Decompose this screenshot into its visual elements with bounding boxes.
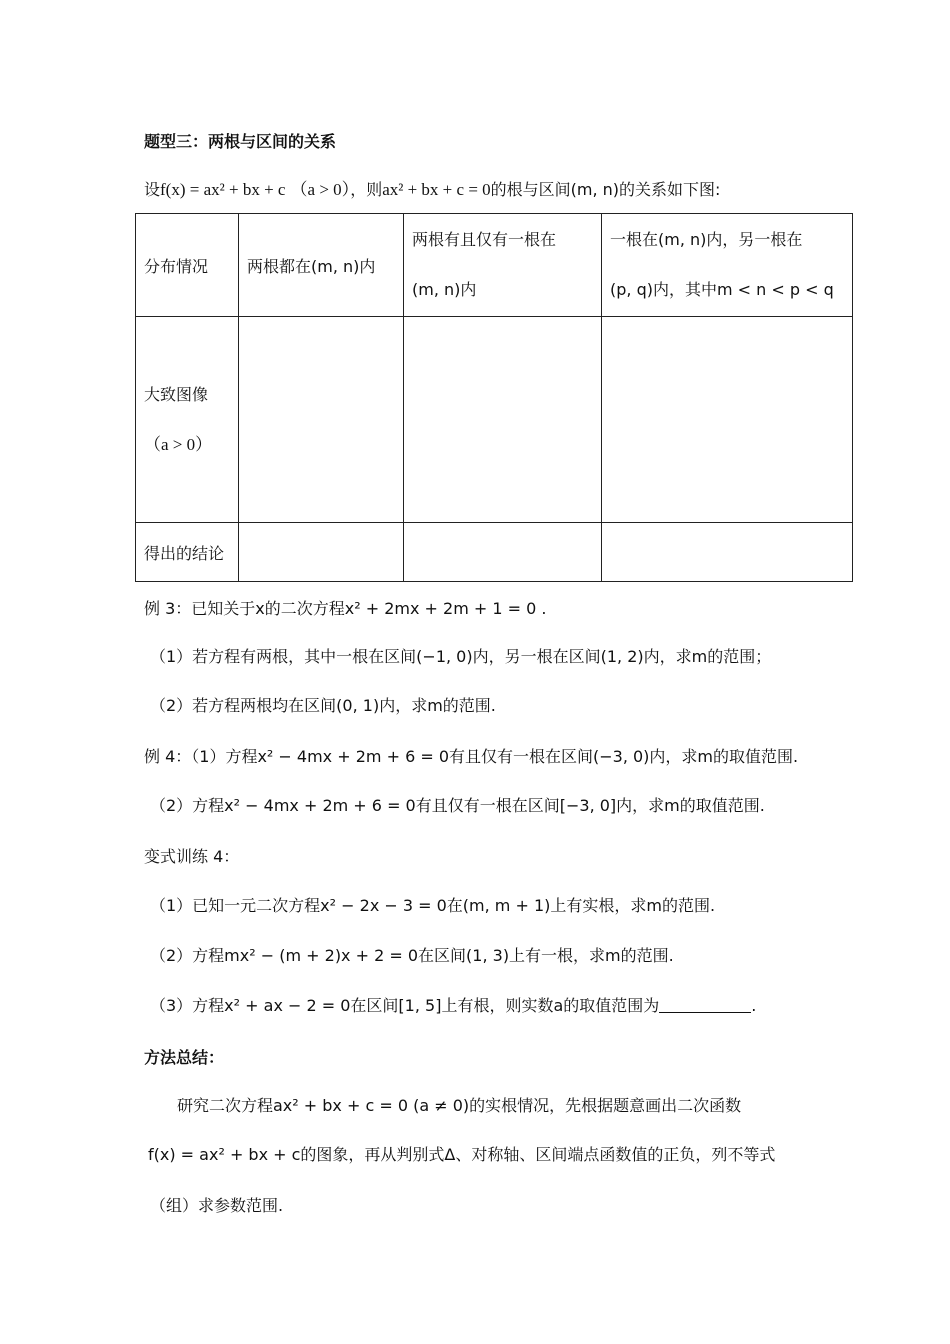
row-label-graph: 大致图像 （a > 0） — [136, 317, 239, 523]
example4-q1: 例 4：（1）方程x² − 4mx + 2m + 6 = 0有且仅有一根在区间(−3, 0)内，求m的取值范围. — [144, 747, 799, 766]
example3-title: 例 3：已知关于x的二次方程x² + 2mx + 2m + 1 = 0 . — [144, 599, 547, 618]
intro-cond: （a > 0） — [290, 180, 351, 199]
section-heading: 题型三：两根与区间的关系 — [144, 132, 337, 151]
intro-sentence — [144, 178, 720, 202]
table-conclusion-row — [136, 523, 853, 582]
table-graph-row — [136, 317, 853, 523]
practice-q3: （3）方程x² + ax − 2 = 0在区间[1, 5]上有根，则实数a的取值范围为 . — [150, 996, 757, 1015]
summary-line1: 研究二次方程ax² + bx + c = 0 (a ≠ 0)的实根情况，先根据题意画出二次函数 — [177, 1096, 742, 1115]
table-header-row — [136, 214, 853, 317]
intro-mid: ，则 — [350, 180, 383, 199]
header-roots-separate-intervals: 一根在(m, n)内，另一根在 (p, q)内，其中m < n < p < q — [602, 214, 853, 317]
practice-title: 变式训练 4： — [144, 847, 240, 866]
row-label-distribution: 分布情况 — [136, 214, 239, 317]
conclusion-cell-3 — [602, 523, 853, 582]
graph-cell-2 — [404, 317, 602, 523]
summary-line3: （组）求参数范围. — [150, 1196, 284, 1215]
practice-q1: （1）已知一元二次方程x² − 2x − 3 = 0在(m, m + 1)上有实根，求m的范围. — [150, 896, 716, 915]
intro-prefix: 设 — [144, 180, 161, 199]
example3-q1: （1）若方程有两根，其中一根在区间(−1, 0)内，另一根在区间(1, 2)内，求m的范围； — [150, 647, 772, 666]
summary-title: 方法总结： — [144, 1048, 225, 1067]
intro-suffix: 的根与区间(m, n)的关系如下图: — [490, 180, 721, 199]
practice-q2: （2）方程mx² − (m + 2)x + 2 = 0在区间(1, 3)上有一根，求m的范围. — [150, 946, 674, 965]
conclusion-cell-2 — [404, 523, 602, 582]
intro-equation: ax² + bx + c = 0 — [382, 180, 491, 199]
graph-cell-1 — [239, 317, 404, 523]
example3-q2: （2）若方程两根均在区间(0, 1)内，求m的范围. — [150, 696, 496, 715]
header-exactly-one-root: 两根有且仅有一根在 (m, n)内 — [404, 214, 602, 317]
header-both-roots-in: 两根都在(m, n)内 — [239, 214, 404, 317]
row-label-conclusion: 得出的结论 — [136, 523, 239, 582]
root-distribution-table — [135, 213, 853, 582]
example4-q2: （2）方程x² − 4mx + 2m + 6 = 0有且仅有一根在区间[−3, 0]内，求m的取值范围. — [150, 796, 765, 815]
intro-fx: f(x) = ax² + bx + c — [160, 180, 286, 199]
summary-line2: f(x) = ax² + bx + c的图象，再从判别式Δ、对称轴、区间端点函数值的正负，列不等式 — [148, 1145, 776, 1164]
graph-cell-3 — [602, 317, 853, 523]
conclusion-cell-1 — [239, 523, 404, 582]
answer-blank[interactable] — [659, 994, 751, 1013]
